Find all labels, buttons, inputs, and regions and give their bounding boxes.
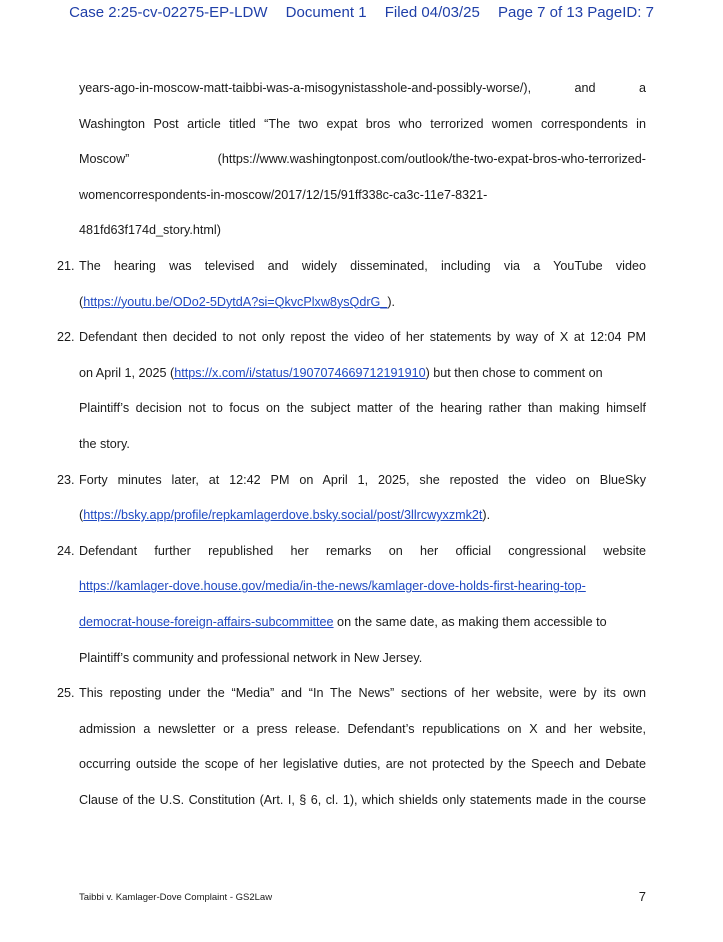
continuation-line-5: 481fd63f174d_story.html) xyxy=(79,223,221,238)
continuation-line-4: womencorrespondents-in-moscow/2017/12/15/91ff338c-ca3c-11e7-8321- xyxy=(79,187,488,202)
footer-page-number: 7 xyxy=(638,889,646,904)
page-id: Page 7 of 13 PageID: 7 xyxy=(497,4,654,21)
congressional-website-link-part-2[interactable]: democrat-house-foreign-affairs-subcommittee xyxy=(79,614,334,629)
paragraph-number: 24. xyxy=(57,543,75,558)
document-body xyxy=(57,78,646,825)
paragraph-number: 21. xyxy=(57,258,75,273)
paragraph-number: 23. xyxy=(57,472,75,487)
filed-date: Filed 04/03/25 xyxy=(384,4,480,21)
paragraph-25: 25. This reposting under the “Media” and “In The News” sections of her website, were by its own admission a newsletter or a press release. Defendant’s republications on X and her website, occurring outside the scope of her legislative duties, are not protected by the Speech and Debate Clause of the U.S. Constitution (Art. I, § 6, cl. 1), which shields only statements made in the course xyxy=(57,683,646,825)
case-number: Case 2:25-cv-02275-EP-LDW xyxy=(69,4,268,21)
paragraph-number: 25. xyxy=(57,686,75,701)
continuation-line-3: Moscow” (https://www.washingtonpost.com/outlook/the-two-expat-bros-who-terrorized- xyxy=(79,152,646,167)
paragraph-24: 24. Defendant further republished her remarks on her official congressional website https://kamlager-dove.house.gov/media/in-the-news/kamlager-dove-holds-first-hearing-top- democrat-house-foreign-affairs-subcommittee on the same date, as making them accessible to Plaintiff’s community and professional network in New Jersey. xyxy=(57,541,646,683)
paragraph-23: 23. Forty minutes later, at 12:42 PM on April 1, 2025, she reposted the video on BlueSky (https://bsky.app/profile/repkamlagerdove.bsky.social/post/3llrcwyxzmk2t). xyxy=(57,470,646,541)
bluesky-link[interactable]: https://bsky.app/profile/repkamlagerdove.bsky.social/post/3llrcwyxzmk2t xyxy=(83,508,483,523)
paragraph-22: 22. Defendant then decided to not only repost the video of her statements by way of X at 12:04 PM on April 1, 2025 (https://x.com/i/status/1907074669712191910) but then chose to comment on Plaintiff’s decision not to focus on the subject matter of the hearing rather than making himself the story. xyxy=(57,327,646,469)
continuation-line-2: Washington Post article titled “The two expat bros who terrorized women correspondents in xyxy=(79,116,646,131)
youtube-link[interactable]: https://youtu.be/ODo2-5DytdA?si=QkvcPlxw8ysQdrG_ xyxy=(83,294,388,309)
document-number: Document 1 xyxy=(285,4,367,21)
case-header xyxy=(0,4,723,21)
x-status-link[interactable]: https://x.com/i/status/1907074669712191910 xyxy=(174,365,426,380)
paragraph-21: 21. The hearing was televised and widely disseminated, including via a YouTube video (https://youtu.be/ODo2-5DytdA?si=QkvcPlxw8ysQdrG_). xyxy=(57,256,646,327)
footer-caption: Taibbi v. Kamlager-Dove Complaint - GS2Law xyxy=(79,892,273,903)
continuation-line-1: years-ago-in-moscow-matt-taibbi-was-a-misogynistasshole-and-possibly-worse/), and a xyxy=(79,81,646,95)
paragraph-number: 22. xyxy=(57,330,75,345)
congressional-website-link-part-1[interactable]: https://kamlager-dove.house.gov/media/in-the-news/kamlager-dove-holds-first-hearing-top- xyxy=(79,579,586,594)
